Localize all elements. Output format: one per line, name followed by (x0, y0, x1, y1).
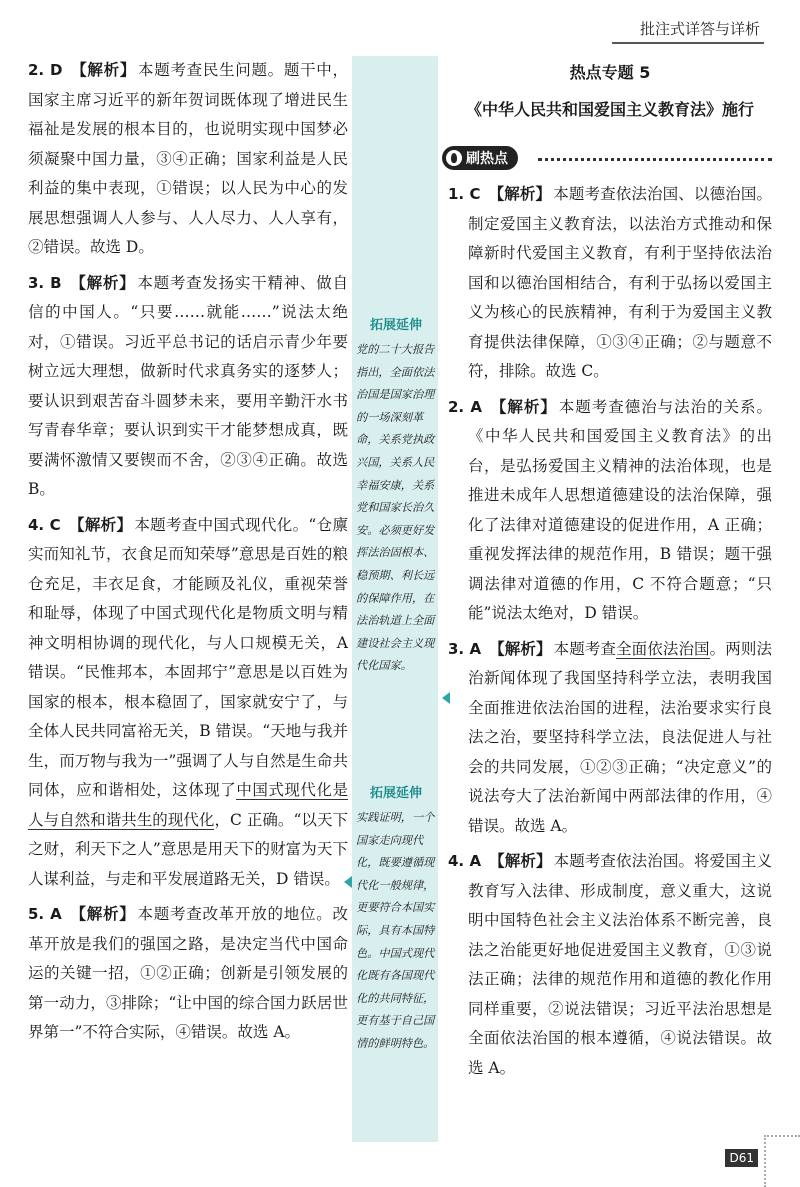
page-number: D61 (725, 1149, 758, 1167)
answer-item (28, 900, 348, 1048)
header-rule (612, 42, 764, 44)
analysis-tag: 【解析】 (70, 61, 137, 79)
answer-item (28, 269, 348, 505)
answer-item (448, 393, 772, 629)
analysis-text: 本题考查依法治国。将爱国主义教育写入法律、形成制度，意义重大，这说明中国特色社会主义法治体系不断完善，良法之治能更好地促进爱国主义教育，①③说法正确；法律的规范作用和道德的教化作用同样重要，②说法错误；习近平法治思想是全面依法治国的根本遵循，④说法错误。故选 A。 (468, 852, 772, 1077)
note-text: 实践证明，一个国家走向现代化，既要遵循现代化一般规律，更要符合本国实际，具有本国特色。中国式现代化既有各国现代化的共同特征，更有基于自己国情的鲜明特色。 (356, 811, 435, 1050)
analysis-tag: 【解析】 (489, 852, 552, 870)
right-column (448, 56, 772, 1089)
analysis-text: 。两则法治新闻体现了我国坚持科学立法，表明我国全面推进依法治国的进程，法治要求实行良法之治，要坚持科学立法，良法促进人与社会的共同发展，①②③正确；“决定意义”的说法夸大了法治新闻中两部法律的作用，④错误。故选 A。 (468, 639, 772, 835)
left-column (28, 56, 348, 1054)
margin-notes-sidebar (352, 56, 438, 1142)
section-badge (442, 146, 518, 170)
analysis-text: 本题考查发扬实干精神、做自信的中国人。“只要……就能……”说法太绝对，①错误。习近平总书记的话启示青少年要树立远大理想，做新时代求真务实的逐梦人；要认识到艰苦奋斗圆梦未来，要用辛勤汗水书写青春华章；要认识到实干才能梦想成真，既要满怀激情又要锲而不舍，②③④正确。故选 B。 (28, 273, 348, 498)
analysis-tag: 【解析】 (489, 397, 557, 416)
analysis-text: 本题考查改革开放的地位。改革开放是我们的强国之路，是决定当代中国命运的关键一招，①②正确；创新是引领发展的第一动力，③排除；“让中国的综合国力跃居世界第一”不符合实际，④错误。故选 A。 (28, 905, 348, 1041)
pointer-arrow-icon (344, 876, 352, 888)
analysis-tag: 【解析】 (69, 905, 136, 923)
answer-item (28, 511, 348, 895)
analysis-text: ，C 正确。“以天下之财，利天下之人”意思是用天下的财富为天下人谋利益，与走和平发展道路无关，D 错误。 (28, 810, 348, 888)
underlined-key-phrase: 全面依法治国 (616, 639, 710, 658)
extension-note (356, 782, 436, 1056)
analysis-tag: 【解析】 (488, 185, 552, 203)
analysis-text: 本题考查依法治国、以德治国。制定爱国主义教育法，以法治方式推动和保障新时代爱国主义教育，有利于坚持依法治国和以德治国相结合，有利于弘扬以爱国主义为核心的民族精神，有利于为爱国主义教育提供法律保障，①③④正确；②与题意不符，排除。故选 C。 (468, 185, 772, 380)
answer-item (448, 635, 772, 842)
note-title: 拓展延伸 (369, 786, 422, 801)
question-number: 4. A (448, 852, 482, 870)
question-number: 2. D (28, 61, 63, 79)
analysis-text: 本题考查德治与法治的关系。《中华人民共和国爱国主义教育法》的出台，是弘扬爱国主义精神的法治体现，也是推进未成年人思想道德建设的法治保障，强化了法律对道德建设的促进作用，A 正确；重视发挥法律的规范作用，B 错误；题干强调法律对道德的作用，C 不符合题意；“只能”说法太绝对，D 错误。 (468, 397, 772, 622)
header-label: 批注式详答与详析 (639, 20, 760, 38)
analysis-text: 本题考查 (553, 639, 617, 658)
underlined-key-phrase: 中国式现代化是人与自然和谐共生的现代化 (28, 781, 348, 829)
section-badge-row (442, 146, 772, 174)
question-number: 2. A (448, 397, 482, 416)
badge-label: 刷热点 (466, 151, 508, 167)
dotted-divider (538, 158, 772, 161)
topic-subtitle: 《中华人民共和国爱国主义教育法》施行 (465, 100, 754, 119)
analysis-text: 本题考查民生问题。题干中，国家主席习近平的新年贺词既体现了增进民生福祉是发展的根本目的，也说明实现中国梦必须凝聚中国力量，③④正确；国家利益是人民利益的集中表现，①错误；以人民为中心的发展思想强调人人参与、人人尽力、人人享有，②错误。故选 D。 (28, 61, 348, 256)
analysis-text: 本题考查中国式现代化。“仓廪实而知礼节，衣食足而知荣辱”意思是百姓的粮仓充足，丰衣足食，才能顾及礼仪，重视荣誉和耻辱，体现了中国式现代化是物质文明与精神文明相协调的现代化，与人口规模无关，A 错误。“民惟邦本，本固邦宁”意思是以百姓为国家的根本，根本稳固了，国家就安宁了，与全体人民共同富裕无关，B 错误。“天地与我并生，而万物与我为一”强调了人与自然是生命共同体，应和谐相处，这体现了 (28, 515, 348, 799)
analysis-tag: 【解析】 (68, 515, 133, 534)
note-text: 党的二十大报告指出，全面依法治国是国家治理的一场深刻革命，关系党执政兴国，关系人民幸福安康，关系党和国家长治久安。必须更好发挥法治固根本、稳预期、利长远的保障作用，在法治轨道上全面建设社会主义现代化国家。 (356, 343, 435, 673)
analysis-tag: 【解析】 (489, 639, 552, 658)
question-number: 4. C (28, 515, 61, 534)
page-corner-decoration (764, 1135, 800, 1187)
answer-item (28, 56, 348, 263)
question-number: 5. A (28, 905, 62, 923)
answer-item (448, 180, 772, 387)
question-number: 3. A (448, 639, 482, 658)
flame-icon (446, 150, 462, 166)
note-title: 拓展延伸 (369, 318, 422, 333)
answer-item (448, 847, 772, 1083)
analysis-tag: 【解析】 (69, 273, 136, 292)
question-number: 1. C (448, 185, 481, 203)
question-number: 3. B (28, 273, 62, 292)
extension-note (356, 314, 436, 678)
topic-title: 热点专题 5 (569, 63, 651, 82)
